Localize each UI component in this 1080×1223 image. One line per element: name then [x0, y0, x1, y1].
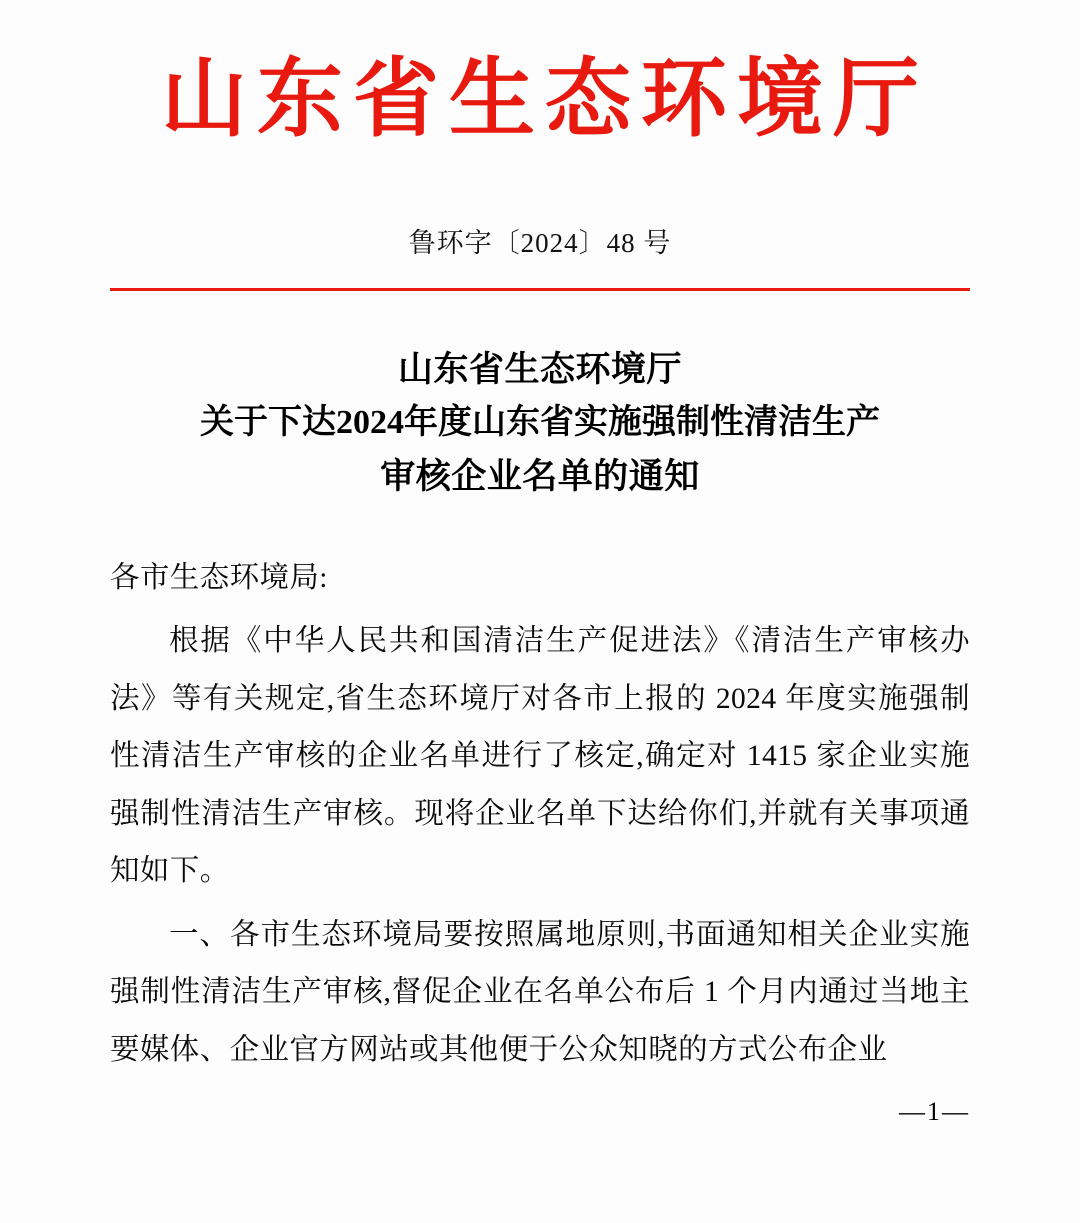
- salutation: 各市生态环境局:: [110, 561, 328, 594]
- document-number: 鲁环字〔2024〕48 号: [408, 227, 672, 258]
- body-paragraph-2: 一、各市生态环境局要按照属地原则,书面通知相关企业实施强制性清洁生产审核,督促企业在名单公布后 1 个月内通过当地主要媒体、企业官方网站或其他便于公众知晓的方式公布企业: [110, 918, 970, 1066]
- document-body: [110, 550, 970, 1080]
- red-divider-rule: [110, 288, 970, 291]
- agency-name: 山东省生态环境厅: [161, 51, 929, 147]
- page-number: —1—: [899, 1097, 970, 1126]
- letterhead: [110, 0, 970, 147]
- body-paragraph-1: 根据《中华人民共和国清洁生产促进法》《清洁生产审核办法》等有关规定,省生态环境厅对各市上报的 2024 年度实施强制性清洁生产审核的企业名单进行了核定,确定对 1415 家企业实施强制性清洁生产审核。现将企业名单下达给你们,并就有关事项通知如下。: [110, 625, 970, 888]
- title-line-1: 山东省生态环境厅: [397, 349, 682, 389]
- title-line-2: 关于下达2024年度山东省实施强制性清洁生产: [200, 403, 880, 441]
- title-line-3: 审核企业名单的通知: [380, 456, 700, 496]
- document-title: [110, 343, 970, 504]
